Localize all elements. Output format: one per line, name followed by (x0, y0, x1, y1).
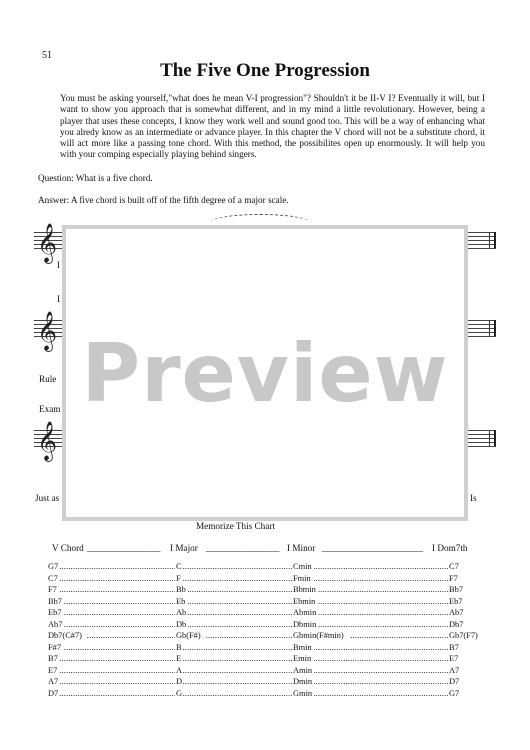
chart-cell: A7 (449, 665, 460, 675)
chart-cell: F7 (48, 585, 57, 594)
partial-text-rule: Rule (39, 374, 57, 384)
chart-cell: B7 (48, 654, 58, 663)
chart-row (0, 677, 530, 688)
dot-leader (318, 620, 448, 630)
chart-cell: B (176, 642, 182, 652)
chart-cell: Gbmin(F#min) (293, 631, 344, 640)
chart-cell: Eb7 (449, 596, 463, 606)
chart-cell: F (176, 573, 181, 583)
dot-leader (183, 689, 292, 699)
dot-leader (183, 643, 292, 653)
dot-leader (64, 597, 175, 607)
chart-cell: G7 (48, 562, 59, 571)
dot-leader (313, 654, 448, 664)
dot-leader (183, 666, 292, 676)
chart-cell: Dbmin (293, 619, 317, 629)
preview-overlay (62, 225, 468, 521)
chart-cell: E7 (449, 654, 459, 663)
dot-leader (318, 585, 448, 595)
treble-clef-icon: 𝄞 (37, 311, 58, 351)
dot-leader (187, 620, 292, 630)
answer-text: Answer: A five chord is built off of the fifth degree of a major scale. (38, 195, 289, 205)
dot-leader (64, 608, 175, 618)
chart-cell: Bmin (293, 642, 312, 652)
dot-leader (183, 562, 292, 572)
page-number: 51 (42, 50, 52, 61)
chart-cell: B7 (449, 642, 459, 652)
chart-cell: Bb7 (449, 585, 463, 594)
chart-cell: Ab (176, 608, 187, 617)
dot-leader (187, 608, 292, 618)
chart-cell: A7 (48, 677, 59, 686)
chart-cell: Amin (293, 665, 313, 675)
chart-cell: Bbmin (293, 585, 316, 594)
chart-cell: Ab7 (449, 608, 464, 617)
chart-cell: C7 (449, 562, 459, 571)
dot-leader (59, 585, 175, 595)
chart-cell: E (176, 654, 182, 663)
dot-leader (183, 654, 292, 664)
preview-watermark: Preview (81, 327, 449, 420)
final-barline (489, 320, 496, 336)
chart-cell: Ebmin (293, 596, 316, 606)
header-i-major: I Major (170, 543, 198, 553)
chart-cell: F7 (449, 573, 458, 583)
partial-text-is: Is (470, 493, 477, 503)
chart-row (0, 574, 530, 585)
chart-cell: F#7 (48, 642, 62, 652)
chart-cell: C (176, 562, 182, 571)
chart-cell: Gb(F#) (176, 631, 201, 640)
chart-cell: Gb7(F7) (449, 631, 478, 640)
dot-leader (313, 677, 448, 687)
chart-cell: Db7(C#7) (48, 631, 82, 640)
chart-cell: E7 (48, 665, 58, 675)
dot-leader (313, 666, 448, 676)
dot-leader (313, 574, 448, 584)
chart-cell: D7 (48, 688, 59, 698)
partial-text-example: Exam (39, 404, 61, 414)
dot-leader (206, 631, 292, 641)
page-title: The Five One Progression (160, 60, 370, 81)
dot-leader (318, 597, 448, 607)
chart-row (0, 608, 530, 619)
chart-row (0, 631, 530, 642)
chart-cell: Dmin (293, 677, 313, 686)
chart-cell: Fmin (293, 573, 311, 583)
chart-row (0, 666, 530, 677)
chart-cell: Bb7 (48, 596, 62, 606)
header-underline: ________________ (87, 543, 161, 553)
chart-row (0, 585, 530, 596)
chart-row (0, 620, 530, 631)
header-v-chord: V Chord (52, 543, 84, 553)
chart-cell: Eb7 (48, 608, 62, 617)
chart-cell: Gmin (293, 688, 313, 698)
dot-leader (183, 677, 292, 687)
dot-leader (64, 643, 175, 653)
dot-leader (350, 631, 448, 641)
dot-leader (59, 574, 175, 584)
final-barline (489, 430, 496, 446)
dot-leader (64, 620, 175, 630)
header-underline: ________________ (206, 543, 280, 553)
dot-leader (313, 562, 448, 572)
chart-cell: C7 (48, 573, 58, 583)
treble-clef-icon: 𝄞 (37, 223, 58, 263)
dot-leader (59, 654, 175, 664)
header-i-minor: I Minor (287, 543, 316, 553)
memorize-heading: Memorize This Chart (196, 521, 275, 531)
chart-row (0, 597, 530, 608)
treble-clef-icon: 𝄞 (37, 421, 58, 461)
dot-leader (59, 562, 175, 572)
chart-cell: Emin (293, 654, 312, 663)
chart-row (0, 689, 530, 700)
header-i-dom7: I Dom7th (432, 543, 468, 553)
dot-leader (183, 574, 292, 584)
question-text: Question: What is a five chord. (38, 173, 153, 183)
chart-cell: Eb (176, 596, 186, 606)
dot-leader (87, 631, 175, 641)
dot-leader (59, 677, 175, 687)
chart-cell: Db (176, 619, 187, 629)
chart-row (0, 562, 530, 573)
chart-cell: A (176, 665, 183, 675)
chart-cell: Abmin (293, 608, 317, 617)
chart-cell: G (176, 688, 183, 698)
chart-row (0, 643, 530, 654)
dot-leader (313, 643, 448, 653)
header-underline: ______________________ (322, 543, 424, 553)
partial-text-2: I (57, 294, 61, 304)
chart-cell: D (176, 677, 183, 686)
final-barline (489, 232, 496, 248)
intro-paragraph: You must be asking yourself,"what does he mean V-I progression"? Shouldn't it be II-V I? Eventually it will, but I want to show you approach that is somewhat different, and in my mind a little revolutionary. However, being a player that uses these concepts, I know they work well and sound good too. This will be a way of enhancing what you alredy know as an intermediate or advance player. In this chapter the V chord will not be a substitute chord, it will act more like a passing tone chord. With this method, the possibilites open up enormously. It will help you with your comping especially playing behind singers. (60, 93, 485, 160)
chart-cell: D7 (449, 677, 460, 686)
dot-leader (59, 666, 175, 676)
chart-row (0, 654, 530, 665)
chart-cell: Db7 (449, 619, 464, 629)
dot-leader (187, 597, 292, 607)
dot-leader (313, 689, 448, 699)
dot-leader (187, 585, 292, 595)
partial-text-1: I (57, 260, 61, 270)
chart-cell: Bb (176, 585, 186, 594)
chart-cell: G7 (449, 688, 460, 698)
dot-leader (318, 608, 448, 618)
partial-text-just-as: Just as (35, 493, 60, 503)
chart-cell: Ab7 (48, 619, 63, 629)
dot-leader (59, 689, 175, 699)
chart-cell: Cmin (293, 562, 312, 571)
